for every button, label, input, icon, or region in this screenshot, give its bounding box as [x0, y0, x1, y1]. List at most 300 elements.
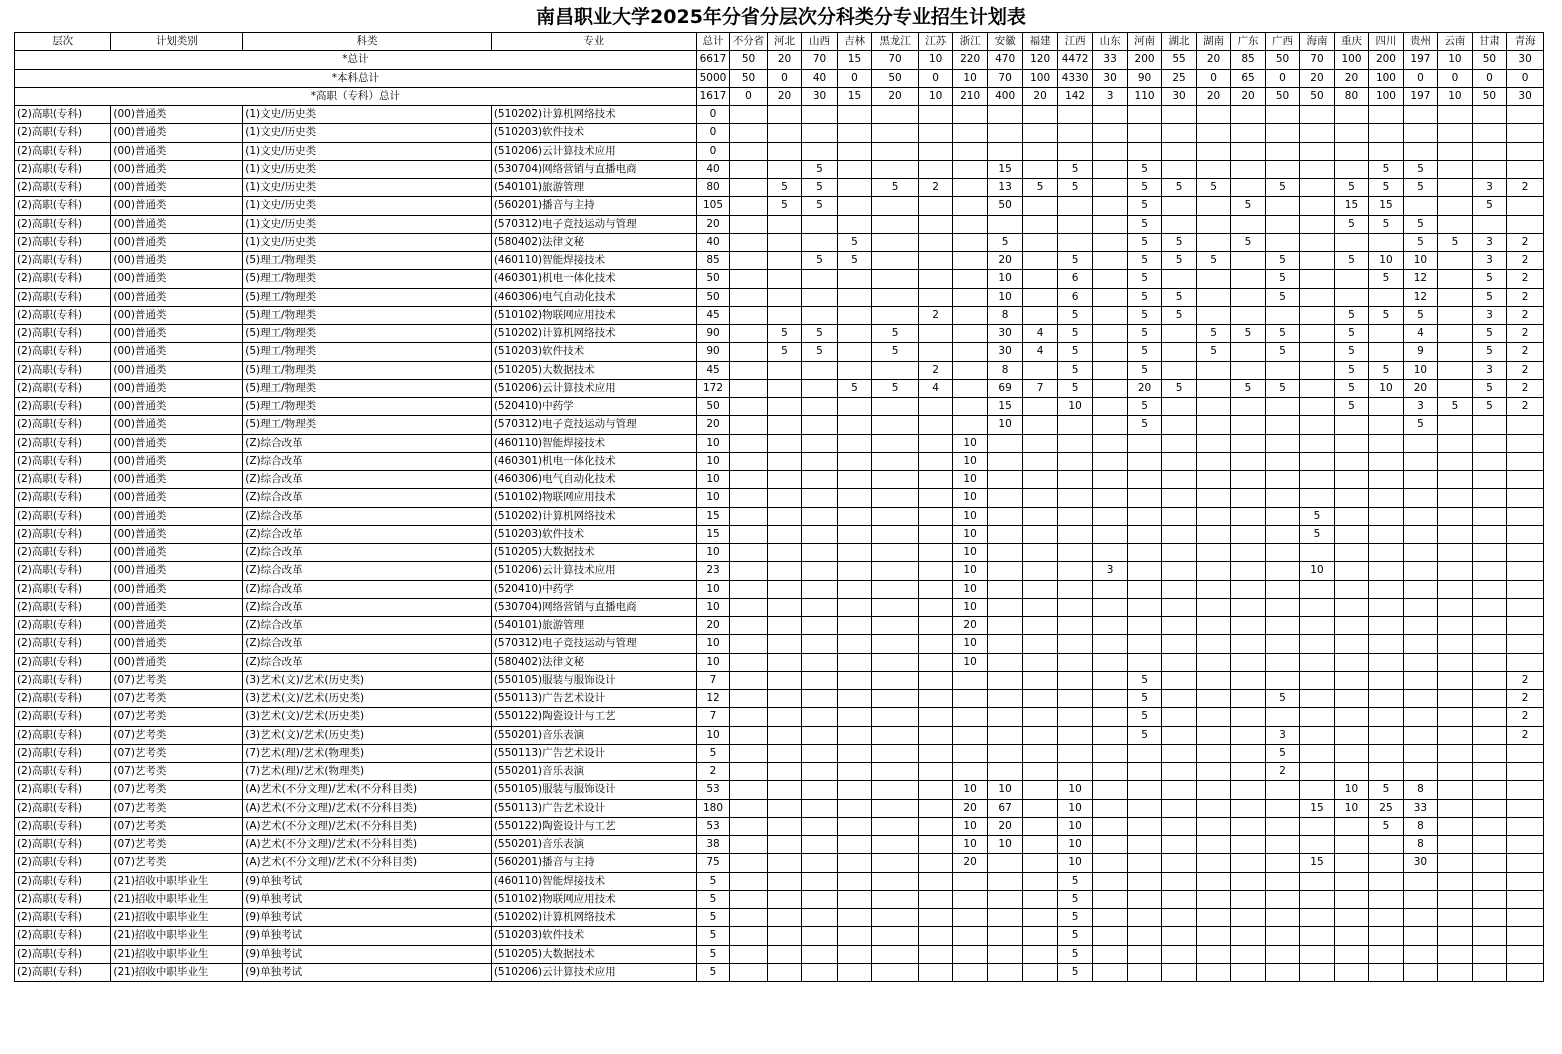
quota-cell [1369, 653, 1403, 671]
summary-value: 6617 [696, 51, 729, 69]
quota-cell: 15 [987, 398, 1023, 416]
level-cell: (2)高职(专科) [15, 562, 111, 580]
summary-value: 50 [1472, 51, 1506, 69]
subject-category-cell: (9)单独考试 [243, 927, 492, 945]
quota-cell [987, 215, 1023, 233]
quota-cell [1403, 489, 1437, 507]
level-cell: (2)高职(专科) [15, 653, 111, 671]
quota-cell: 5 [802, 343, 838, 361]
quota-cell [1403, 106, 1437, 124]
subject-category-cell: (5)理工/物理类 [243, 416, 492, 434]
quota-cell [1231, 763, 1265, 781]
quota-cell: 5 [987, 233, 1023, 251]
quota-cell [730, 836, 768, 854]
quota-cell [1057, 124, 1093, 142]
level-cell: (2)高职(专科) [15, 781, 111, 799]
table-row [15, 361, 1544, 379]
quota-cell [1023, 306, 1057, 324]
quota-cell [1196, 544, 1230, 562]
quota-cell [872, 817, 919, 835]
summary-value: 10 [1438, 51, 1472, 69]
table-row [15, 507, 1544, 525]
quota-cell [953, 708, 987, 726]
quota-cell [1438, 160, 1472, 178]
plan-category-cell: (00)普通类 [111, 617, 243, 635]
quota-cell: 20 [953, 617, 987, 635]
quota-cell [1369, 434, 1403, 452]
quota-cell [767, 653, 801, 671]
subject-category-cell: (1)文史/历史类 [243, 106, 492, 124]
quota-cell [802, 927, 838, 945]
quota-cell [987, 471, 1023, 489]
summary-value: 5000 [696, 69, 729, 87]
quota-cell [1403, 708, 1437, 726]
quota-cell: 2 [1507, 708, 1544, 726]
quota-cell [1472, 617, 1506, 635]
quota-cell [1334, 671, 1368, 689]
quota-cell [1438, 799, 1472, 817]
level-cell: (2)高职(专科) [15, 124, 111, 142]
quota-cell [872, 872, 919, 890]
quota-cell [918, 708, 952, 726]
subject-category-cell: (5)理工/物理类 [243, 270, 492, 288]
column-header: 黑龙江 [872, 33, 919, 51]
quota-cell [802, 124, 838, 142]
quota-cell [837, 671, 871, 689]
quota-cell: 5 [1127, 726, 1161, 744]
summary-value: 30 [1507, 51, 1544, 69]
subject-category-cell: (1)文史/历史类 [243, 215, 492, 233]
quota-cell [1265, 525, 1299, 543]
quota-cell: 2 [1507, 398, 1544, 416]
quota-cell [730, 580, 768, 598]
quota-cell: 7 [696, 708, 729, 726]
quota-cell: 13 [987, 179, 1023, 197]
quota-cell [1334, 416, 1368, 434]
subject-category-cell: (Z)综合改革 [243, 653, 492, 671]
table-row [15, 471, 1544, 489]
quota-cell [767, 106, 801, 124]
quota-cell [953, 909, 987, 927]
quota-cell [872, 653, 919, 671]
quota-cell [1196, 945, 1230, 963]
quota-cell [1093, 872, 1127, 890]
summary-label: *本科总计 [15, 69, 697, 87]
quota-cell [1196, 142, 1230, 160]
major-cell: (530704)网络营销与直播电商 [491, 598, 696, 616]
quota-cell [1507, 854, 1544, 872]
quota-cell [1196, 690, 1230, 708]
quota-cell [1472, 708, 1506, 726]
summary-value: 70 [802, 51, 838, 69]
quota-cell: 5 [1231, 197, 1265, 215]
quota-cell: 2 [1507, 252, 1544, 270]
quota-cell: 38 [696, 836, 729, 854]
level-cell: (2)高职(专科) [15, 690, 111, 708]
table-row [15, 781, 1544, 799]
quota-cell [1162, 142, 1196, 160]
level-cell: (2)高职(专科) [15, 763, 111, 781]
quota-cell [1403, 890, 1437, 908]
quota-cell [767, 963, 801, 981]
quota-cell [730, 197, 768, 215]
quota-cell [730, 489, 768, 507]
quota-cell [918, 525, 952, 543]
quota-cell: 50 [696, 398, 729, 416]
quota-cell: 2 [1265, 763, 1299, 781]
summary-value: 15 [837, 87, 871, 105]
quota-cell [1472, 927, 1506, 945]
quota-cell [1334, 598, 1368, 616]
quota-cell: 10 [1057, 398, 1093, 416]
table-row [15, 233, 1544, 251]
quota-cell [767, 306, 801, 324]
table-row [15, 398, 1544, 416]
quota-cell [767, 416, 801, 434]
quota-cell [1472, 160, 1506, 178]
subject-category-cell: (3)艺术(文)/艺术(历史类) [243, 671, 492, 689]
quota-cell [1438, 379, 1472, 397]
summary-value: 100 [1023, 69, 1057, 87]
quota-cell: 4 [1023, 343, 1057, 361]
quota-cell [1300, 817, 1334, 835]
subject-category-cell: (5)理工/物理类 [243, 288, 492, 306]
quota-cell: 5 [767, 325, 801, 343]
quota-cell [730, 653, 768, 671]
quota-cell [1231, 215, 1265, 233]
column-header: 山东 [1093, 33, 1127, 51]
quota-cell [730, 142, 768, 160]
quota-cell [1265, 416, 1299, 434]
quota-cell [1162, 854, 1196, 872]
table-row [15, 635, 1544, 653]
summary-value: 0 [1265, 69, 1299, 87]
plan-category-cell: (00)普通类 [111, 544, 243, 562]
quota-cell: 5 [1127, 306, 1161, 324]
quota-cell: 5 [1127, 179, 1161, 197]
quota-cell [767, 142, 801, 160]
plan-category-cell: (00)普通类 [111, 361, 243, 379]
quota-cell: 5 [1265, 325, 1299, 343]
quota-cell [1162, 544, 1196, 562]
quota-cell [1369, 507, 1403, 525]
quota-cell [730, 471, 768, 489]
quota-cell [1093, 398, 1127, 416]
quota-cell [1300, 233, 1334, 251]
summary-value: 110 [1127, 87, 1161, 105]
quota-cell [1403, 580, 1437, 598]
summary-value: 0 [837, 69, 871, 87]
table-row [15, 179, 1544, 197]
column-header: 浙江 [953, 33, 987, 51]
level-cell: (2)高职(专科) [15, 708, 111, 726]
quota-cell [918, 963, 952, 981]
quota-cell [1507, 781, 1544, 799]
quota-cell: 2 [1507, 270, 1544, 288]
quota-cell [837, 763, 871, 781]
quota-cell [802, 525, 838, 543]
quota-cell [1093, 580, 1127, 598]
quota-cell [1265, 598, 1299, 616]
subject-category-cell: (9)单独考试 [243, 945, 492, 963]
column-header: 层次 [15, 33, 111, 51]
quota-cell [1369, 489, 1403, 507]
major-cell: (560201)播音与主持 [491, 854, 696, 872]
quota-cell: 10 [696, 635, 729, 653]
subject-category-cell: (Z)综合改革 [243, 562, 492, 580]
quota-cell [1369, 580, 1403, 598]
quota-cell [1369, 525, 1403, 543]
quota-cell [918, 270, 952, 288]
quota-cell: 5 [802, 160, 838, 178]
quota-cell [1438, 197, 1472, 215]
summary-value: 142 [1057, 87, 1093, 105]
quota-cell [1334, 653, 1368, 671]
quota-cell [730, 233, 768, 251]
quota-cell [1127, 872, 1161, 890]
quota-cell [767, 744, 801, 762]
quota-cell: 5 [1265, 252, 1299, 270]
quota-cell [1023, 197, 1057, 215]
quota-cell [1265, 398, 1299, 416]
subject-category-cell: (Z)综合改革 [243, 525, 492, 543]
quota-cell [1438, 270, 1472, 288]
quota-cell [987, 598, 1023, 616]
quota-cell [837, 890, 871, 908]
table-row [15, 671, 1544, 689]
quota-cell [1093, 653, 1127, 671]
quota-cell [1334, 763, 1368, 781]
quota-cell [1127, 836, 1161, 854]
level-cell: (2)高职(专科) [15, 890, 111, 908]
quota-cell [1300, 270, 1334, 288]
quota-cell [1127, 507, 1161, 525]
quota-cell: 10 [1334, 799, 1368, 817]
quota-cell [918, 124, 952, 142]
quota-cell: 15 [1369, 197, 1403, 215]
quota-cell: 7 [696, 671, 729, 689]
quota-cell [1300, 781, 1334, 799]
quota-cell [1369, 398, 1403, 416]
quota-cell [1438, 726, 1472, 744]
quota-cell [987, 617, 1023, 635]
plan-category-cell: (00)普通类 [111, 580, 243, 598]
quota-cell [1093, 197, 1127, 215]
quota-cell [1023, 160, 1057, 178]
quota-cell [1162, 817, 1196, 835]
quota-cell [1472, 836, 1506, 854]
quota-cell [730, 416, 768, 434]
quota-cell [1093, 434, 1127, 452]
plan-category-cell: (21)招收中职毕业生 [111, 945, 243, 963]
quota-cell [837, 306, 871, 324]
plan-category-cell: (07)艺考类 [111, 854, 243, 872]
level-cell: (2)高职(专科) [15, 452, 111, 470]
quota-cell [1334, 580, 1368, 598]
quota-cell: 5 [1127, 416, 1161, 434]
quota-cell: 5 [696, 927, 729, 945]
level-cell: (2)高职(专科) [15, 525, 111, 543]
quota-cell: 2 [918, 306, 952, 324]
quota-cell [1127, 799, 1161, 817]
quota-cell [1369, 562, 1403, 580]
quota-cell [918, 343, 952, 361]
quota-cell [1472, 489, 1506, 507]
plan-category-cell: (00)普通类 [111, 452, 243, 470]
quota-cell [872, 233, 919, 251]
quota-cell [1265, 361, 1299, 379]
quota-cell: 10 [1403, 252, 1437, 270]
quota-cell [730, 361, 768, 379]
quota-cell: 5 [1334, 343, 1368, 361]
quota-cell [802, 452, 838, 470]
quota-cell [767, 909, 801, 927]
quota-cell [918, 160, 952, 178]
quota-cell [1162, 160, 1196, 178]
quota-cell [1438, 963, 1472, 981]
quota-cell [1369, 763, 1403, 781]
quota-cell: 10 [696, 726, 729, 744]
quota-cell [802, 909, 838, 927]
level-cell: (2)高职(专科) [15, 179, 111, 197]
quota-cell: 30 [1403, 854, 1437, 872]
level-cell: (2)高职(专科) [15, 106, 111, 124]
major-cell: (580402)法律文秘 [491, 653, 696, 671]
quota-cell [1162, 361, 1196, 379]
quota-cell [1438, 580, 1472, 598]
quota-cell [802, 890, 838, 908]
quota-cell [1438, 343, 1472, 361]
quota-cell [1093, 142, 1127, 160]
quota-cell [1507, 416, 1544, 434]
plan-category-cell: (00)普通类 [111, 525, 243, 543]
quota-cell [1472, 142, 1506, 160]
quota-cell [1507, 434, 1544, 452]
quota-cell [1265, 854, 1299, 872]
quota-cell: 5 [1300, 507, 1334, 525]
quota-cell [837, 197, 871, 215]
summary-value: 50 [1265, 51, 1299, 69]
major-cell: (550113)广告艺术设计 [491, 744, 696, 762]
quota-cell: 10 [987, 270, 1023, 288]
major-cell: (570312)电子竞技运动与管理 [491, 416, 696, 434]
table-row [15, 306, 1544, 324]
quota-cell [1162, 708, 1196, 726]
quota-cell [918, 945, 952, 963]
quota-cell: 5 [1057, 963, 1093, 981]
quota-cell [918, 836, 952, 854]
major-cell: (510206)云计算技术应用 [491, 379, 696, 397]
quota-cell [1093, 160, 1127, 178]
quota-cell [1403, 544, 1437, 562]
quota-cell [953, 945, 987, 963]
quota-cell [1369, 963, 1403, 981]
quota-cell: 3 [1472, 306, 1506, 324]
quota-cell [1127, 945, 1161, 963]
quota-cell: 10 [1403, 361, 1437, 379]
summary-value: 33 [1093, 51, 1127, 69]
quota-cell [1231, 635, 1265, 653]
quota-cell [1334, 288, 1368, 306]
quota-cell [730, 252, 768, 270]
quota-cell [1023, 744, 1057, 762]
quota-cell: 23 [696, 562, 729, 580]
quota-cell [1438, 598, 1472, 616]
quota-cell [1369, 945, 1403, 963]
quota-cell [1507, 744, 1544, 762]
quota-cell [1334, 945, 1368, 963]
quota-cell [1438, 288, 1472, 306]
quota-cell [1231, 142, 1265, 160]
quota-cell [1023, 890, 1057, 908]
quota-cell [730, 854, 768, 872]
quota-cell [837, 416, 871, 434]
quota-cell [953, 270, 987, 288]
quota-cell [1196, 617, 1230, 635]
quota-cell [1231, 963, 1265, 981]
level-cell: (2)高职(专科) [15, 142, 111, 160]
quota-cell [1438, 142, 1472, 160]
quota-cell [767, 233, 801, 251]
quota-cell [767, 398, 801, 416]
quota-cell: 5 [1057, 252, 1093, 270]
quota-cell: 2 [1507, 671, 1544, 689]
quota-cell [1023, 544, 1057, 562]
quota-cell [730, 434, 768, 452]
quota-cell [730, 525, 768, 543]
table-row [15, 416, 1544, 434]
quota-cell: 2 [918, 179, 952, 197]
quota-cell [872, 781, 919, 799]
major-cell: (540101)旅游管理 [491, 179, 696, 197]
quota-cell [1507, 927, 1544, 945]
summary-value: 10 [953, 69, 987, 87]
quota-cell [1300, 690, 1334, 708]
quota-cell [1057, 690, 1093, 708]
quota-cell [1334, 233, 1368, 251]
quota-cell [1334, 872, 1368, 890]
quota-cell: 5 [1127, 671, 1161, 689]
quota-cell [1300, 124, 1334, 142]
quota-cell: 5 [1334, 215, 1368, 233]
summary-value: 15 [837, 51, 871, 69]
table-row [15, 653, 1544, 671]
quota-cell [1093, 379, 1127, 397]
table-row [15, 927, 1544, 945]
quota-cell [1334, 452, 1368, 470]
quota-cell [802, 617, 838, 635]
quota-cell [1231, 909, 1265, 927]
quota-cell: 8 [987, 306, 1023, 324]
column-header: 福建 [1023, 33, 1057, 51]
quota-cell [1438, 306, 1472, 324]
quota-cell [1300, 179, 1334, 197]
quota-cell [918, 817, 952, 835]
quota-cell [1023, 434, 1057, 452]
quota-cell [767, 361, 801, 379]
summary-value: 100 [1369, 69, 1403, 87]
quota-cell [1507, 197, 1544, 215]
quota-cell [953, 671, 987, 689]
quota-cell [1300, 635, 1334, 653]
table-row [15, 909, 1544, 927]
quota-cell: 50 [696, 270, 729, 288]
plan-category-cell: (07)艺考类 [111, 781, 243, 799]
table-row [15, 434, 1544, 452]
quota-cell: 67 [987, 799, 1023, 817]
quota-cell [953, 142, 987, 160]
quota-cell [987, 562, 1023, 580]
